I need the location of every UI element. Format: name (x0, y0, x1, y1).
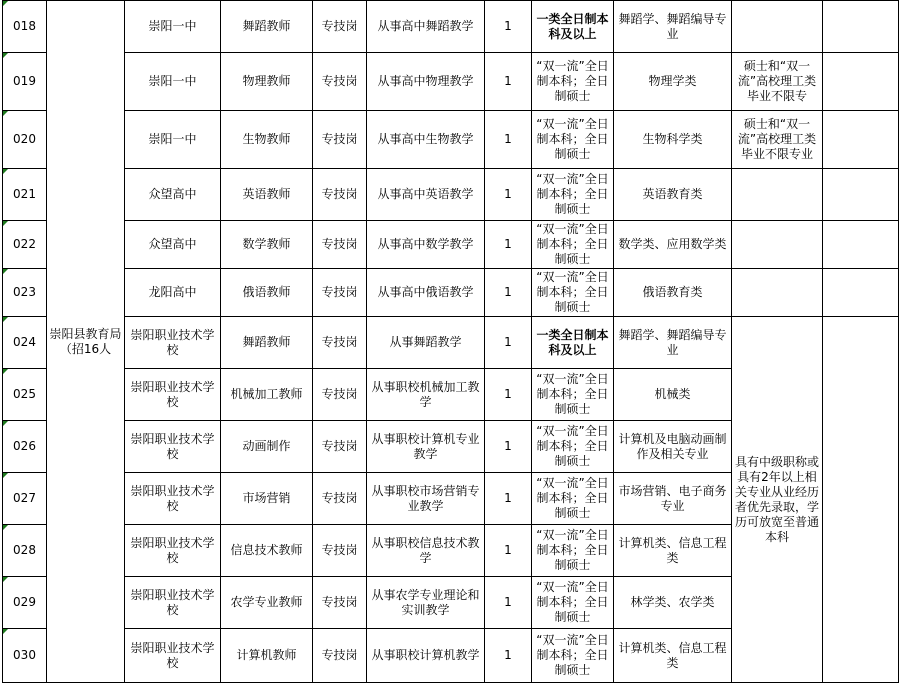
education-requirement: “双一流”全日制本科；全日制硕士 (532, 111, 614, 169)
major-requirement: 英语教育类 (614, 169, 732, 221)
education-requirement: “双一流”全日制本科；全日制硕士 (532, 577, 614, 629)
education-requirement: “双一流”全日制本科；全日制硕士 (532, 53, 614, 111)
major-requirement: 市场营销、电子商务专业 (614, 473, 732, 525)
table-row (3, 269, 899, 317)
school-name: 众望高中 (125, 221, 221, 269)
position-code: 026 (3, 421, 47, 473)
position-code: 023 (3, 269, 47, 317)
hire-count: 1 (485, 1, 532, 53)
education-requirement: “双一流”全日制本科；全日制硕士 (532, 369, 614, 421)
major-requirement: 计算机类、信息工程类 (614, 525, 732, 577)
post-name: 物理教师 (221, 53, 313, 111)
position-code: 024 (3, 317, 47, 369)
other-requirement (732, 1, 823, 53)
job-duty: 从事农学专业理论和实训教学 (367, 577, 485, 629)
education-requirement: “双一流”全日制本科；全日制硕士 (532, 629, 614, 683)
post-name: 农学专业教师 (221, 577, 313, 629)
school-name: 众望高中 (125, 169, 221, 221)
vocational-requirement-note: 具有中级职称或具有2年以上相关专业从业经历者优先录取，学历可放宽至普通本科 (732, 317, 823, 683)
job-duty: 从事高中数学教学 (367, 221, 485, 269)
education-requirement: “双一流”全日制本科；全日制硕士 (532, 421, 614, 473)
hire-count: 1 (485, 221, 532, 269)
position-code: 022 (3, 221, 47, 269)
job-duty: 从事职校计算机教学 (367, 629, 485, 683)
school-name: 崇阳职业技术学校 (125, 369, 221, 421)
recruitment-table (2, 0, 899, 683)
school-name: 崇阳职业技术学校 (125, 629, 221, 683)
remark-cell (823, 53, 899, 111)
hire-count: 1 (485, 629, 532, 683)
job-duty: 从事高中物理教学 (367, 53, 485, 111)
post-name: 动画制作 (221, 421, 313, 473)
post-category: 专技岗 (313, 473, 367, 525)
post-name: 舞蹈教师 (221, 317, 313, 369)
school-name: 崇阳职业技术学校 (125, 317, 221, 369)
education-requirement: “双一流”全日制本科；全日制硕士 (532, 525, 614, 577)
post-category: 专技岗 (313, 525, 367, 577)
job-duty: 从事职校机械加工教学 (367, 369, 485, 421)
post-name: 舞蹈教师 (221, 1, 313, 53)
major-requirement: 数学类、应用数学类 (614, 221, 732, 269)
post-name: 计算机教师 (221, 629, 313, 683)
school-name: 崇阳一中 (125, 111, 221, 169)
post-name: 机械加工教师 (221, 369, 313, 421)
education-requirement: “双一流”全日制本科；全日制硕士 (532, 221, 614, 269)
other-requirement (732, 169, 823, 221)
job-duty: 从事高中英语教学 (367, 169, 485, 221)
hire-count: 1 (485, 111, 532, 169)
major-requirement: 物理学类 (614, 53, 732, 111)
post-name: 英语教师 (221, 169, 313, 221)
education-requirement: “双一流”全日制本科；全日制硕士 (532, 269, 614, 317)
post-category: 专技岗 (313, 269, 367, 317)
major-requirement: 计算机及电脑动画制作及相关专业 (614, 421, 732, 473)
job-duty: 从事高中生物教学 (367, 111, 485, 169)
job-duty: 从事高中俄语教学 (367, 269, 485, 317)
position-code: 018 (3, 1, 47, 53)
post-category: 专技岗 (313, 53, 367, 111)
education-requirement: 一类全日制本科及以上 (532, 317, 614, 369)
other-requirement: 硕士和“双一流”高校理工类毕业不限专业 (732, 111, 823, 169)
department-cell: 崇阳县教育局（招16人 (47, 1, 125, 683)
hire-count: 1 (485, 421, 532, 473)
hire-count: 1 (485, 269, 532, 317)
job-duty: 从事职校市场营销专业教学 (367, 473, 485, 525)
other-requirement (732, 221, 823, 269)
major-requirement: 生物科学类 (614, 111, 732, 169)
hire-count: 1 (485, 369, 532, 421)
school-name: 龙阳高中 (125, 269, 221, 317)
other-requirement (732, 269, 823, 317)
job-duty: 从事职校计算机专业教学 (367, 421, 485, 473)
major-requirement: 俄语教育类 (614, 269, 732, 317)
position-code: 020 (3, 111, 47, 169)
major-requirement: 计算机类、信息工程类 (614, 629, 732, 683)
school-name: 崇阳一中 (125, 1, 221, 53)
other-requirement: 硕士和“双一流”高校理工类毕业不限专 (732, 53, 823, 111)
post-category: 专技岗 (313, 317, 367, 369)
hire-count: 1 (485, 525, 532, 577)
table-row (3, 111, 899, 169)
major-requirement: 舞蹈学、舞蹈编导专业 (614, 1, 732, 53)
school-name: 崇阳职业技术学校 (125, 421, 221, 473)
school-name: 崇阳职业技术学校 (125, 577, 221, 629)
post-name: 市场营销 (221, 473, 313, 525)
major-requirement: 舞蹈学、舞蹈编导专业 (614, 317, 732, 369)
position-code: 029 (3, 577, 47, 629)
position-code: 030 (3, 629, 47, 683)
post-category: 专技岗 (313, 221, 367, 269)
job-duty: 从事高中舞蹈教学 (367, 1, 485, 53)
post-category: 专技岗 (313, 629, 367, 683)
hire-count: 1 (485, 53, 532, 111)
school-name: 崇阳职业技术学校 (125, 473, 221, 525)
major-requirement: 机械类 (614, 369, 732, 421)
table-row (3, 53, 899, 111)
post-name: 俄语教师 (221, 269, 313, 317)
job-duty: 从事舞蹈教学 (367, 317, 485, 369)
table-row (3, 1, 899, 53)
post-category: 专技岗 (313, 421, 367, 473)
school-name: 崇阳职业技术学校 (125, 525, 221, 577)
table-row (3, 221, 899, 269)
education-requirement: 一类全日制本科及以上 (532, 1, 614, 53)
post-category: 专技岗 (313, 111, 367, 169)
post-name: 数学教师 (221, 221, 313, 269)
post-category: 专技岗 (313, 369, 367, 421)
remark-cell (823, 269, 899, 317)
education-requirement: “双一流”全日制本科；全日制硕士 (532, 473, 614, 525)
hire-count: 1 (485, 473, 532, 525)
post-name: 信息技术教师 (221, 525, 313, 577)
hire-count: 1 (485, 317, 532, 369)
remark-cell (823, 169, 899, 221)
post-category: 专技岗 (313, 577, 367, 629)
position-code: 028 (3, 525, 47, 577)
job-duty: 从事职校信息技术教学 (367, 525, 485, 577)
position-code: 019 (3, 53, 47, 111)
post-name: 生物教师 (221, 111, 313, 169)
post-category: 专技岗 (313, 169, 367, 221)
remark-cell (823, 1, 899, 53)
position-code: 027 (3, 473, 47, 525)
hire-count: 1 (485, 577, 532, 629)
school-name: 崇阳一中 (125, 53, 221, 111)
remark-cell (823, 111, 899, 169)
position-code: 025 (3, 369, 47, 421)
table-row (3, 317, 899, 369)
table-row (3, 169, 899, 221)
education-requirement: “双一流”全日制本科；全日制硕士 (532, 169, 614, 221)
post-category: 专技岗 (313, 1, 367, 53)
remark-cell (823, 221, 899, 269)
major-requirement: 林学类、农学类 (614, 577, 732, 629)
remark-cell (823, 317, 899, 683)
position-code: 021 (3, 169, 47, 221)
hire-count: 1 (485, 169, 532, 221)
